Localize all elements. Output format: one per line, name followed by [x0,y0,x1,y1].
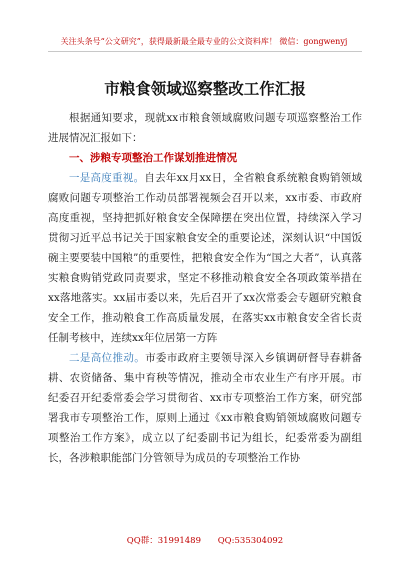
paragraph-1 [48,168,362,348]
document-body [48,108,362,468]
document-title: 市粮食领域巡察整改工作汇报 [104,79,306,98]
paragraph-1-lead: 一是高度重视。 [69,172,145,184]
section-heading: 一、涉粮专项整治工作谋划推进情况 [69,152,237,164]
header-divider [48,51,362,52]
header-note: 关注头条号“公文研究”，获得最新最全最专业的公文资料库！ 微信：gongwenyj [60,37,348,46]
paragraph-2-lead: 二是高位推动。 [69,352,146,364]
intro-paragraph: 根据通知要求，现就xx市粮食领域腐败问题专项巡察整治工作进展情况汇报如下： [48,112,362,144]
footer-contact: QQ群：31991489 QQ:535304092 [126,536,284,546]
paragraph-2 [48,348,362,468]
paragraph-2-text: 市委市政府主要领导深入乡镇调研督导春耕备耕、农资储备、集中育秧等情况，推动全市农业生产有序开展。市纪委召开纪委常委会学习贯彻省、xx市专项整治工作方案，研究部署我市专项整治工作，原则上通过《xx市粮食购销领域腐败问题专项整治工作方案》，成立以了纪委副书记为组长，纪委常委为副组长，各涉粮职能部门分管领导为成员的专项整治工作协 [48,352,363,464]
paragraph-1-text: 自去年xx月xx日，全省粮食系统粮食购销领域腐败问题专项整治工作动员部署视频会召开以来，xx市委、市政府高度重视，坚持把抓好粮食安全保障摆在突出位置，持续深入学习贯彻习近平总书记关于国家粮食安全的重要论述，深刻认识“中国饭碗主要要装中国粮”的重要性，把粮食安全作为“国之大者”，认真落实粮食购销党政同责要求，坚定不移推动粮食安全各项政策举措在xx落地落实。xx届市委以来，先后召开了xx次常委会专题研究粮食安全工作，推动粮食工作高质量发展，在落实xx市粮食安全省长责任制考核中，连续xx年位居第一方阵 [48,172,363,344]
